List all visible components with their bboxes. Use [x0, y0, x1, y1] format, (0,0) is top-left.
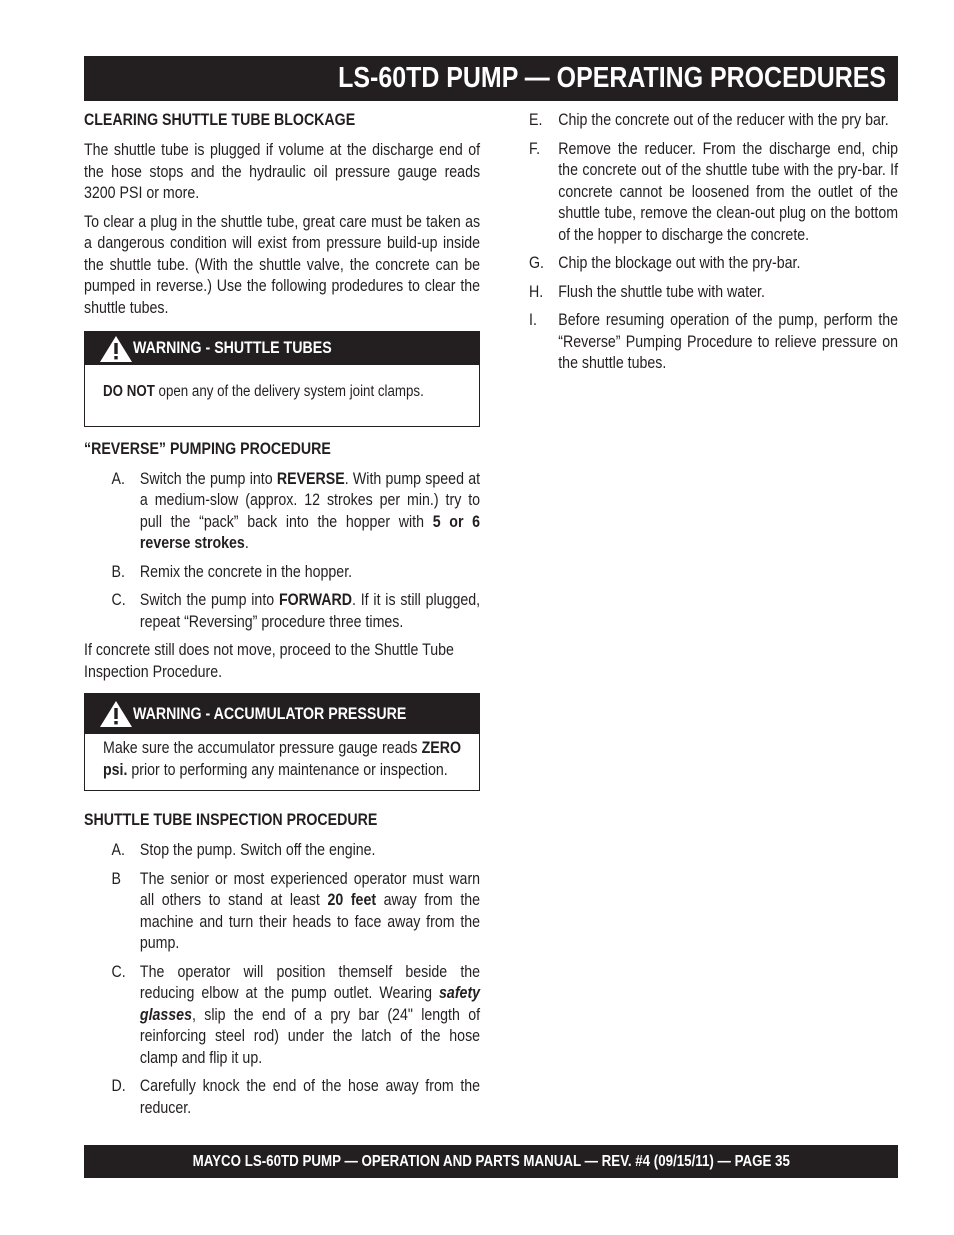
list-item: H. Flush the shuttle tube with water. — [529, 282, 765, 301]
warning-accumulator-title: WARNING - ACCUMULATOR PRESSURE — [133, 704, 407, 723]
list-item: B. Remix the concrete in the hopper. — [111, 562, 353, 581]
warning-shuttle-tubes-header — [85, 332, 479, 365]
reverse-heading: “REVERSE” PUMPING PROCEDURE — [84, 439, 331, 458]
warning-shuttle-tubes-box — [84, 331, 480, 427]
list-item: A. Switch the pump into REVERSE. With pump speed at a medium-slow (approx. 12 strokes per min.) try to pull the “pack” back into the hopper with 5 or 6 reverse strokes. — [111, 469, 481, 552]
clearing-heading: CLEARING SHUTTLE TUBE BLOCKAGE — [84, 111, 356, 129]
list-item: C. The operator will position themself beside the reducing elbow at the pump outlet. Wearing safety glasses, slip the end of a pry bar (24" length of reinforcing steel rod) under the latch of the hose clamp and flip it up. — [111, 962, 481, 1067]
warning-accumulator-text: Make sure the accumulator pressure gauge reads ZERO psi. prior to performing any maintenance or inspection. — [103, 739, 462, 779]
warning-accumulator-box — [84, 693, 480, 791]
footer-text: MAYCO LS-60TD PUMP — OPERATION AND PARTS MANUAL — REV. #4 (09/15/11) — PAGE 35 — [192, 1153, 790, 1170]
inspection-steps-continued-list — [529, 110, 898, 375]
inspection-heading: SHUTTLE TUBE INSPECTION PROCEDURE — [84, 811, 378, 829]
warning-shuttle-tubes-title: WARNING - SHUTTLE TUBES — [133, 339, 332, 357]
clearing-paragraph-1: The shuttle tube is plugged if volume at the discharge end of the hose stops and the hydraulic oil pressure gauge reads 3200 PSI or more. — [84, 141, 481, 202]
list-item: E. Chip the concrete out of the reducer with the pry bar. — [529, 111, 889, 129]
warning-accumulator-header — [85, 694, 479, 734]
page-header — [84, 56, 898, 101]
list-item: B The senior or most experienced operator must warn all others to stand at least 20 feet away from the machine and turn their heads to face away from the pump. — [111, 869, 481, 952]
left-column — [84, 110, 480, 1126]
warning-do-not: DO NOT — [103, 383, 155, 400]
reverse-after-paragraph: If concrete still does not move, proceed to the Shuttle Tube Inspection Procedure. — [84, 641, 454, 681]
warning-shuttle-tubes-text: DO NOT open any of the delivery system joint clamps. — [103, 383, 424, 400]
page-title: LS-60TD PUMP — OPERATING PROCEDURES — [338, 62, 886, 94]
clearing-paragraph-2: To clear a plug in the shuttle tube, great care must be taken as a dangerous condition will exist from pressure build-up inside the shuttle tube. (With the shuttle valve, the concrete can be pumped in reverse.) Use the following prodedures to clear the shuttle tubes. — [84, 212, 481, 317]
list-item: C. Switch the pump into FORWARD. If it is still plugged, repeat “Reversing” procedure three times. — [111, 591, 481, 631]
warning-triangle-icon — [99, 700, 133, 728]
list-item: A. Stop the pump. Switch off the engine. — [111, 841, 376, 859]
inspection-steps-list — [84, 840, 480, 1119]
list-item: D. Carefully knock the end of the hose away from the reducer. — [111, 1077, 481, 1117]
list-item: I. Before resuming operation of the pump, perform the “Reverse” Pumping Procedure to relieve pressure on the shuttle tubes. — [529, 311, 899, 372]
warning-triangle-icon — [99, 335, 133, 363]
right-column — [529, 110, 898, 382]
page-footer — [84, 1145, 898, 1178]
list-item: G. Chip the blockage out with the pry-bar. — [529, 254, 801, 272]
list-item: F. Remove the reducer. From the discharge end, chip the concrete out of the shuttle tube with the pry-bar. If concrete cannot be loosened from the outlet of the shuttle tube, remove the clean-out plug on the bottom of the hopper to discharge the concrete. — [529, 139, 899, 244]
reverse-steps-list — [84, 469, 480, 634]
